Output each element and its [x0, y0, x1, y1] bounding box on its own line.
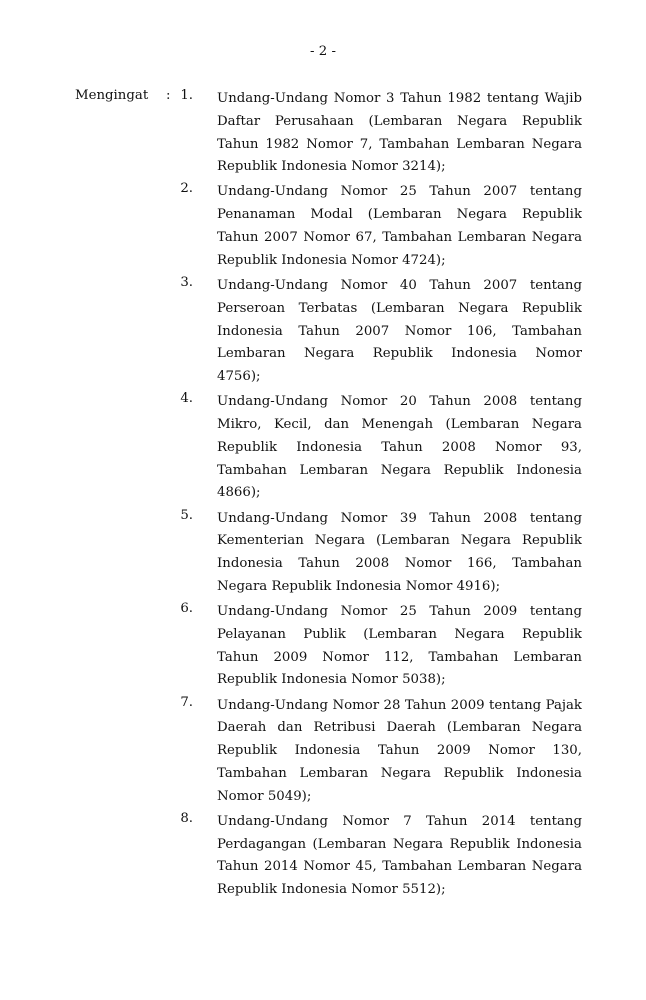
item-text-line: Perseroan Terbatas (Lembaran Negara Republik [217, 300, 582, 316]
item-text-line: Undang-Undang Nomor 28 Tahun 2009 tentang Pajak [217, 697, 582, 713]
item-text-line: Republik Indonesia Nomor 3214); [217, 159, 446, 175]
list-item [170, 275, 582, 389]
item-number: 3. [180, 274, 193, 290]
list-item [170, 181, 582, 272]
item-text-line: Republik Indonesia Tahun 2009 Nomor 130, [217, 743, 582, 759]
item-text-line: Lembaran Negara Republik Indonesia Nomor [217, 346, 582, 362]
item-text-line: Daftar Perusahaan (Lembaran Negara Republik [217, 113, 582, 129]
item-text-line: Tahun 2007 Nomor 67, Tambahan Lembaran Negara [217, 230, 582, 246]
item-text-line: Republik Indonesia Nomor 5512); [217, 882, 446, 898]
item-text-line: Tahun 2014 Nomor 45, Tambahan Lembaran Negara [217, 859, 582, 875]
item-text-line: Indonesia Tahun 2008 Nomor 166, Tambahan [217, 556, 582, 572]
item-text-line: Kementerian Negara (Lembaran Negara Republik [217, 533, 582, 549]
item-text-line: Undang-Undang Nomor 7 Tahun 2014 tentang [217, 813, 582, 829]
item-text-line: Penanaman Modal (Lembaran Negara Republik [217, 207, 582, 223]
item-text-line: Undang-Undang Nomor 25 Tahun 2009 tentang [217, 604, 582, 620]
item-text-line: Undang-Undang Nomor 39 Tahun 2008 tentang [217, 510, 582, 526]
section-colon: : [166, 88, 171, 103]
item-number: 5. [180, 507, 193, 523]
item-text-line: Republik Indonesia Tahun 2008 Nomor 93, [217, 439, 582, 455]
page-number: - 2 - [310, 44, 336, 59]
item-text-line: Tambahan Lembaran Negara Republik Indonesia [217, 462, 582, 478]
item-text-line: Mikro, Kecil, dan Menengah (Lembaran Negara [217, 417, 582, 433]
item-number: 7. [180, 694, 193, 710]
item-text-line: Daerah dan Retribusi Daerah (Lembaran Negara [217, 720, 582, 736]
item-text-line: Undang-Undang Nomor 40 Tahun 2007 tentang [217, 277, 582, 293]
legal-basis-list [170, 88, 582, 904]
item-text-line: Republik Indonesia Nomor 4724); [217, 252, 446, 268]
list-item [170, 601, 582, 692]
list-item [170, 508, 582, 599]
item-number: 4. [180, 391, 193, 407]
item-text-line: Undang-Undang Nomor 20 Tahun 2008 tentang [217, 394, 582, 410]
item-number: 1. [180, 88, 193, 103]
item-text-line: Pelayanan Publik (Lembaran Negara Republik [217, 626, 582, 642]
item-text-line: Undang-Undang Nomor 3 Tahun 1982 tentang Wajib [217, 91, 582, 106]
item-text-line: Undang-Undang Nomor 25 Tahun 2007 tentang [217, 184, 582, 200]
item-text-line: Indonesia Tahun 2007 Nomor 106, Tambahan [217, 323, 582, 339]
item-text-line: 4866); [217, 485, 261, 501]
item-text-line: Perdagangan (Lembaran Negara Republik Indonesia [217, 836, 582, 852]
item-text-line: Republik Indonesia Nomor 5038); [217, 672, 446, 688]
list-item [170, 391, 582, 505]
list-item [170, 695, 582, 809]
item-text-line: Tambahan Lembaran Negara Republik Indonesia [217, 765, 582, 781]
item-text-line: Negara Republik Indonesia Nomor 4916); [217, 578, 501, 594]
item-number: 8. [180, 810, 193, 826]
item-number: 6. [180, 601, 193, 617]
item-text-line: Nomor 5049); [217, 788, 312, 804]
item-text-line: Tahun 1982 Nomor 7, Tambahan Lembaran Negara [217, 136, 582, 152]
section-label: Mengingat [75, 88, 149, 103]
list-item [170, 88, 582, 179]
item-number: 2. [180, 181, 193, 197]
list-item [170, 811, 582, 902]
item-text-line: 4756); [217, 369, 261, 385]
item-text-line: Tahun 2009 Nomor 112, Tambahan Lembaran [217, 649, 582, 665]
